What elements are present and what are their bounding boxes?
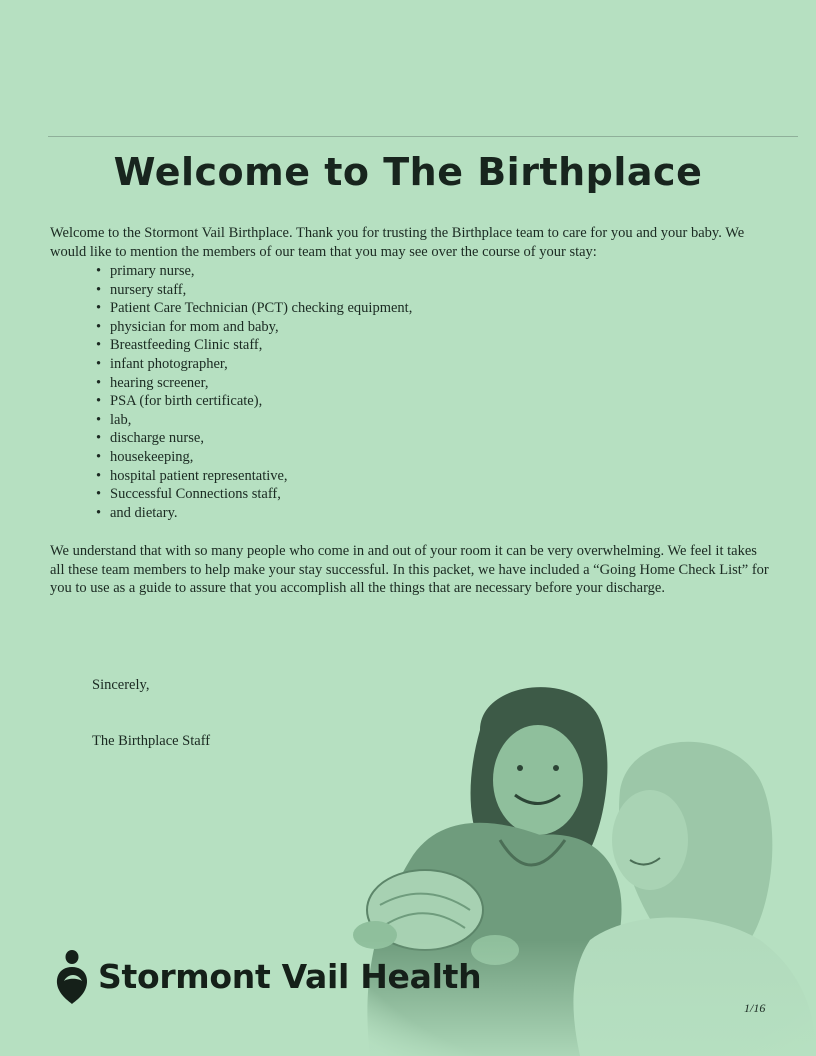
list-item: • infant photographer, (96, 355, 412, 374)
list-item: • Breastfeeding Clinic staff, (96, 336, 412, 355)
list-item: • Patient Care Technician (PCT) checking equipment, (96, 299, 412, 318)
team-list (96, 262, 412, 522)
list-item: • lab, (96, 411, 412, 430)
logo-icon (52, 948, 92, 1004)
list-item: • discharge nurse, (96, 429, 412, 448)
list-item: • hospital patient representative, (96, 467, 412, 486)
list-item: • nursery staff, (96, 281, 412, 300)
list-item: • primary nurse, (96, 262, 412, 281)
signoff: Sincerely, (92, 677, 150, 693)
stormont-vail-logo (52, 948, 481, 1004)
intro-paragraph: Welcome to the Stormont Vail Birthplace. Thank you for trusting the Birthplace team to care for you and your baby. We would like to mention the members of our team that you may see over the course of your stay: (50, 225, 745, 260)
page-title: Welcome to The Birthplace (113, 150, 703, 194)
list-item: • and dietary. (96, 504, 412, 523)
list-item: • physician for mom and baby, (96, 318, 412, 337)
page-number: 1/16 (744, 1001, 766, 1015)
closing-paragraph: We understand that with so many people who come in and out of your room it can be very overwhelming. We feel it takes all these team members to help make your stay successful. In this packet, we have included a “Going Home Check List” for you to use as a guide to assure that you accomplish all the things that are necessary before your discharge. (50, 543, 769, 596)
list-item: • PSA (for birth certificate), (96, 392, 412, 411)
list-item: • Successful Connections staff, (96, 485, 412, 504)
list-item: • hearing screener, (96, 374, 412, 393)
top-divider (48, 136, 798, 137)
list-item: • housekeeping, (96, 448, 412, 467)
signature: The Birthplace Staff (92, 733, 211, 749)
logo-text: Stormont Vail Health (98, 956, 482, 996)
